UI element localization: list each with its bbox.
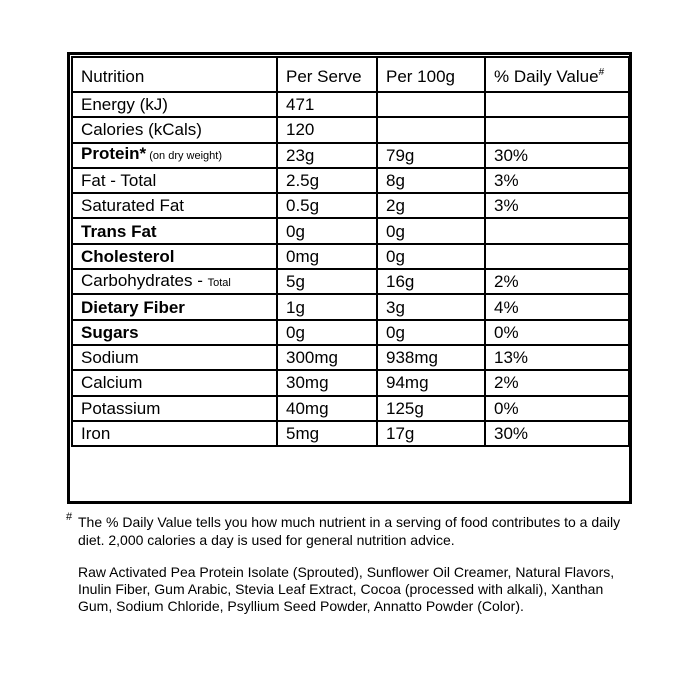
ingredients-text: Raw Activated Pea Protein Isolate (Sprouted), Sunflower Oil Creamer, Natural Flavors, Inulin Fiber, Gum Arabic, Stevia Leaf Extract, Cocoa (processed with alkali), Xanthan Gum, Sodium Chloride, Psyllium Seed Powder, Annatto Powder (Color). — [78, 564, 615, 614]
daily-value — [485, 117, 629, 142]
daily-value — [485, 244, 629, 269]
per-serve-value: 120 — [277, 117, 377, 142]
nutrient-name — [72, 421, 277, 446]
nutrient-label: Protein* — [81, 144, 147, 164]
nutrient-name — [72, 294, 277, 319]
daily-value-footnote — [66, 513, 636, 549]
daily-value — [485, 92, 629, 117]
footnote-text: The % Daily Value tells you how much nutrient in a serving of food contributes to a daily diet. 2,000 calories a day is used for general nutrition advice. — [78, 514, 621, 548]
daily-value: 0% — [485, 396, 629, 421]
daily-value: 3% — [485, 168, 629, 193]
table-row — [72, 320, 629, 345]
per-serve-value: 30mg — [277, 370, 377, 395]
table-row — [72, 244, 629, 269]
footnote-mark: # — [66, 511, 73, 523]
per-serve-value: 23g — [277, 143, 377, 168]
header-per-serve: Per Serve — [277, 57, 377, 92]
header-nutrition: Nutrition — [72, 57, 277, 92]
nutrient-qualifier: (on dry weight) — [146, 150, 222, 163]
nutrient-name — [72, 269, 277, 294]
nutrient-name — [72, 92, 277, 117]
nutrient-qualifier: Total — [207, 276, 231, 289]
nutrient-name — [72, 218, 277, 243]
nutrient-name — [72, 244, 277, 269]
daily-value-mark: # — [598, 67, 605, 78]
per-serve-value: 471 — [277, 92, 377, 117]
per-100g-value: 125g — [377, 396, 485, 421]
table-row — [72, 370, 629, 395]
per-100g-value: 8g — [377, 168, 485, 193]
nutrient-name — [72, 168, 277, 193]
header-daily-value-label: % Daily Value — [494, 67, 599, 86]
nutrient-label: Dietary Fiber — [81, 297, 185, 317]
nutrient-label: Cholesterol — [81, 246, 175, 266]
nutrient-label: Iron — [81, 424, 111, 443]
header-per-100g: Per 100g — [377, 57, 485, 92]
nutrient-name — [72, 345, 277, 370]
daily-value: 30% — [485, 421, 629, 446]
daily-value: 0% — [485, 320, 629, 345]
table-row — [72, 117, 629, 142]
nutrient-name — [72, 193, 277, 218]
daily-value: 13% — [485, 345, 629, 370]
daily-value: 2% — [485, 370, 629, 395]
per-100g-value: 0g — [377, 320, 485, 345]
daily-value: 3% — [485, 193, 629, 218]
per-100g-value: 94mg — [377, 370, 485, 395]
nutrient-label: Saturated Fat — [81, 196, 185, 216]
table-row — [72, 218, 629, 243]
per-100g-value: 79g — [377, 143, 485, 168]
nutrient-name — [72, 143, 277, 168]
per-100g-value: 3g — [377, 294, 485, 319]
per-serve-value: 5g — [277, 269, 377, 294]
per-100g-value — [377, 92, 485, 117]
nutrient-label: Trans Fat — [81, 221, 157, 241]
nutrient-label: Calcium — [81, 373, 143, 393]
nutrient-label: Energy (kJ) — [81, 95, 168, 115]
per-100g-value: 0g — [377, 244, 485, 269]
table-row — [72, 269, 629, 294]
per-100g-value: 17g — [377, 421, 485, 446]
table-row — [72, 421, 629, 446]
table-row — [72, 92, 629, 117]
nutrient-label: Sugars — [81, 322, 139, 342]
nutrient-name — [72, 396, 277, 421]
per-serve-value: 5mg — [277, 421, 377, 446]
nutrient-label: Sodium — [81, 348, 139, 368]
table-row — [72, 294, 629, 319]
per-serve-value: 0.5g — [277, 193, 377, 218]
table-row — [72, 168, 629, 193]
table-header-row — [72, 57, 629, 92]
nutrient-name — [72, 370, 277, 395]
per-100g-value: 16g — [377, 269, 485, 294]
per-serve-value: 300mg — [277, 345, 377, 370]
nutrition-table — [71, 56, 630, 447]
nutrient-label: Carbohydrates - — [81, 270, 208, 290]
nutrient-label: Fat - Total — [81, 171, 157, 191]
table-row — [72, 143, 629, 168]
table-row — [72, 345, 629, 370]
header-daily-value — [485, 57, 629, 92]
nutrient-name — [72, 117, 277, 142]
daily-value: 4% — [485, 294, 629, 319]
table-row — [72, 193, 629, 218]
per-serve-value: 2.5g — [277, 168, 377, 193]
per-serve-value: 0g — [277, 218, 377, 243]
per-serve-value: 0mg — [277, 244, 377, 269]
per-serve-value: 0g — [277, 320, 377, 345]
per-serve-value: 1g — [277, 294, 377, 319]
per-serve-value: 40mg — [277, 396, 377, 421]
per-100g-value: 938mg — [377, 345, 485, 370]
daily-value — [485, 218, 629, 243]
table-row — [72, 396, 629, 421]
per-100g-value: 2g — [377, 193, 485, 218]
nutrient-label: Calories (kCals) — [81, 120, 202, 140]
nutrient-label: Potassium — [81, 398, 161, 418]
per-100g-value: 0g — [377, 218, 485, 243]
daily-value: 2% — [485, 269, 629, 294]
daily-value: 30% — [485, 143, 629, 168]
nutrient-name — [72, 320, 277, 345]
per-100g-value — [377, 117, 485, 142]
